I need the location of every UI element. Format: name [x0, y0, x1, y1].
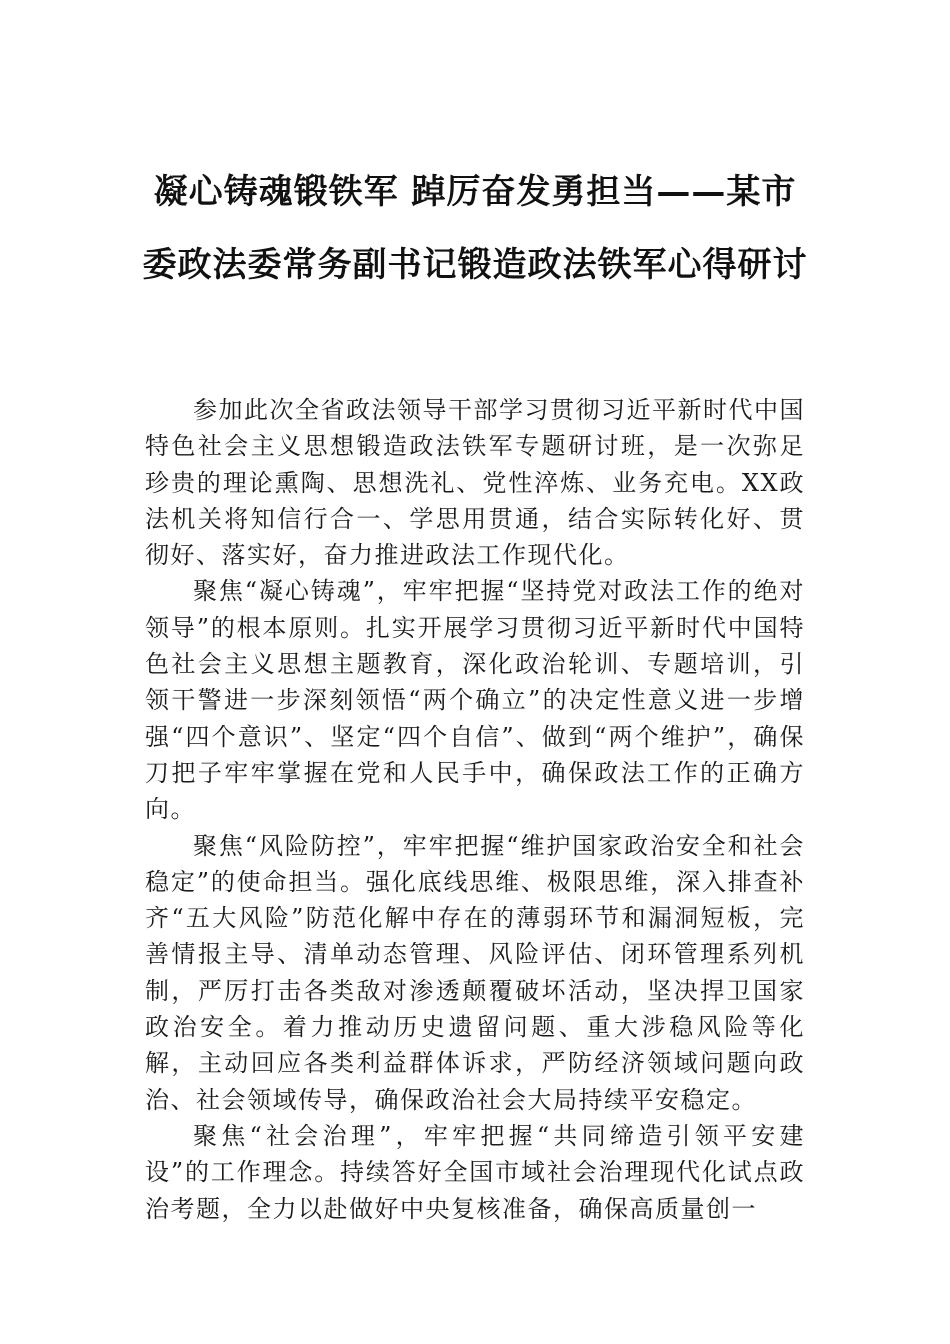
paragraph: 聚焦“凝心铸魂”，牢牢把握“坚持党对政法工作的绝对领导”的根本原则。扎实开展学习贯彻习近平新时代中国特色社会主义思想主题教育，深化政治轮训、专题培训，引领干警进一步深刻领悟“两个确立”的决定性意义进一步增强“四个意识”、坚定“四个自信”、做到“两个维护”，确保刀把子牢牢掌握在党和人民手中，确保政法工作的正确方向。: [145, 577, 805, 824]
paragraph: 聚焦“风险防控”，牢牢把握“维护国家政治安全和社会稳定”的使命担当。强化底线思维、极限思维，深入排查补齐“五大风险”防范化解中存在的薄弱环节和漏洞短板，完善情报主导、清单动态管理、风险评估、闭环管理系列机制，严厉打击各类敌对渗透颠覆破坏活动，坚决捍卫国家政治安全。着力推动历史遗留问题、重大涉稳风险等化解，主动回应各类利益群体诉求，严防经济领域问题向政治、社会领域传导，确保政治社会大局持续平安稳定。: [145, 831, 805, 1114]
paragraph: 聚焦“社会治理”，牢牢把握“共同缔造引领平安建设”的工作理念。持续答好全国市域社会治理现代化试点政治考题，全力以赴做好中央复核准备，确保高质量创一: [145, 1121, 805, 1223]
document-title: 凝心铸魂锻铁军 踔厉奋发勇担当——某市委政法委常务副书记锻造政法铁军心得研讨: [142, 172, 808, 285]
paragraph: 参加此次全省政法领导干部学习贯彻习近平新时代中国特色社会主义思想锻造政法铁军专题研讨班，是一次弥足珍贵的理论熏陶、思想洗礼、党性淬炼、业务充电。XX政法机关将知信行合一、学思用贯通，结合实际转化好、贯彻好、落实好，奋力推进政法工作现代化。: [145, 396, 805, 570]
document-body: [145, 392, 805, 1227]
